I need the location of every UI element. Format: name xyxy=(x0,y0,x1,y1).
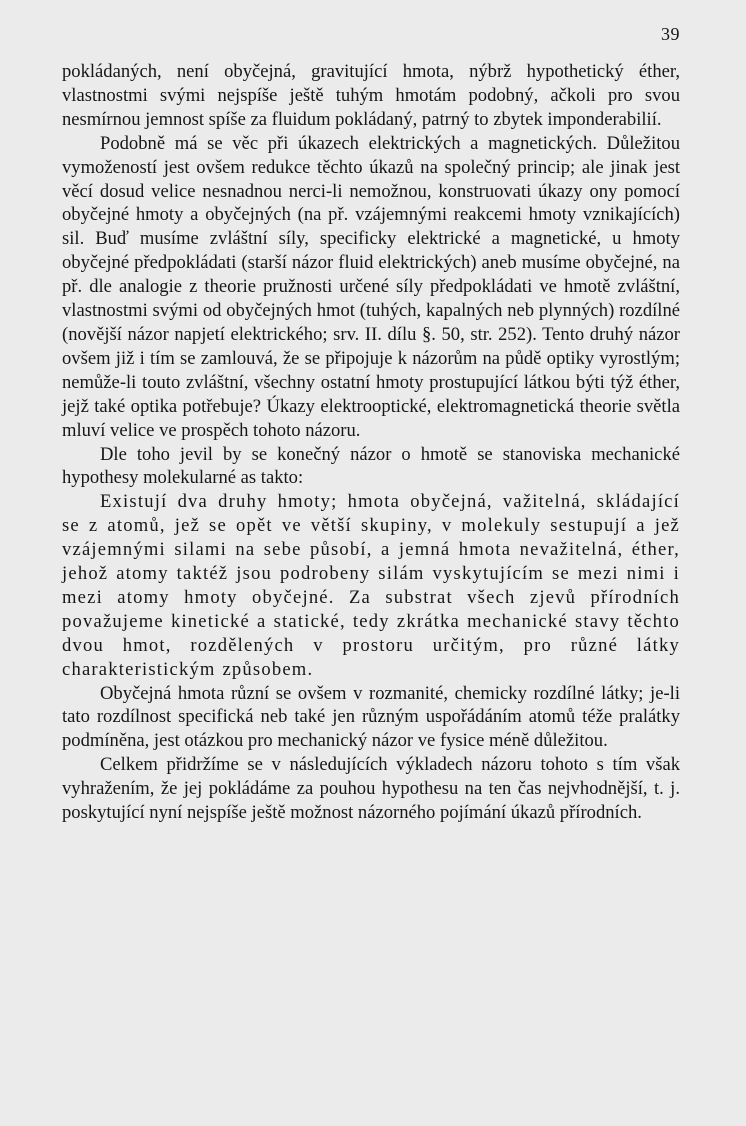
paragraph-2: Podobně má se věc při úkazech elektrických a magnetických. Důležitou vymožeností jest ovšem redukce těchto úkazů na společný princip; ale jinak jest věcí dosud velice nesnadnou nerci-li nemožnou, konstruovati úkazy ony pomocí obyčejné hmoty a obyčejných (na př. vzájemnými reakcemi hmoty vznikajících) sil. Buď musíme zvláštní síly, specificky elektrické a magnetické, u hmoty obyčejné předpokládati (starší názor fluid elektrických) aneb musíme obyčejné, na př. dle analogie z theorie pružnosti určené síly předpokládati ve hmotě zvláštní, vlastnostmi svými od obyčejných hmot (tuhých, kapalných neb plynných) rozdílné (novější názor napjetí elektrického; srv. II. dílu §. 50, str. 252). Tento druhý názor ovšem již i tím se zamlouvá, že se připojuje k názorům na půdě optiky vyrostlým; nemůže-li touto zvláštní, všechny ostatní hmoty prostupující látkou býti týž éther, jejž také optika potřebuje? Úkazy elektrooptické, elektromagnetická theorie světla mluví velice ve prospěch tohoto názoru. xyxy=(62,132,680,441)
paragraph-1: pokládaných, není obyčejná, gravitující hmota, nýbrž hypothetický éther, vlastnostmi svými nejspíše ještě tuhým hmotám podobný, ačkoli pro svou nesmírnou jemnost spíše za fluidum pokládaný, patrný to zbytek imponderabilií. xyxy=(62,61,680,130)
paragraph-3: Dle toho jevil by se konečný názor o hmotě se stanoviska mechanické hypothesy molekularné as takto: xyxy=(62,443,680,489)
page-number: 39 xyxy=(661,24,680,44)
body-text xyxy=(62,60,680,825)
paragraph-4: Existují dva druhy hmoty; hmota obyčejná, važitelná, skládající se z atomů, jež se opět ve větší skupiny, v molekuly sestupují a jež vzájemnými silami na sebe působí, a jemná hmota nevažitelná, éther, jehož atomy taktéž jsou podrobeny silám vyskytujícím se mezi nimi i mezi atomy hmoty obyčejné. Za substrat všech zjevů přírodních považujeme kinetické a statické, tedy zkrátka mechanické stavy těchto dvou hmot, rozdělených v prostoru určitým, pro různé látky charakteristickým způsobem. xyxy=(62,491,680,680)
paragraph-5: Obyčejná hmota různí se ovšem v rozmanité, chemicky rozdílné látky; je-li tato rozdílnost specifická neb také jen různým uspořádáním atomů téže pralátky podmíněna, jest otázkou pro mechanický názor ve fysice méně důležitou. xyxy=(62,682,680,752)
paragraph-6: Celkem přidržíme se v následujících výkladech názoru tohoto s tím však vyhražením, že jej pokládáme za pouhou hypothesu na ten čas nejvhodnější, t. j. poskytující nyní nejspíše ještě možnost názorného pojímání úkazů přírodních. xyxy=(62,754,680,824)
